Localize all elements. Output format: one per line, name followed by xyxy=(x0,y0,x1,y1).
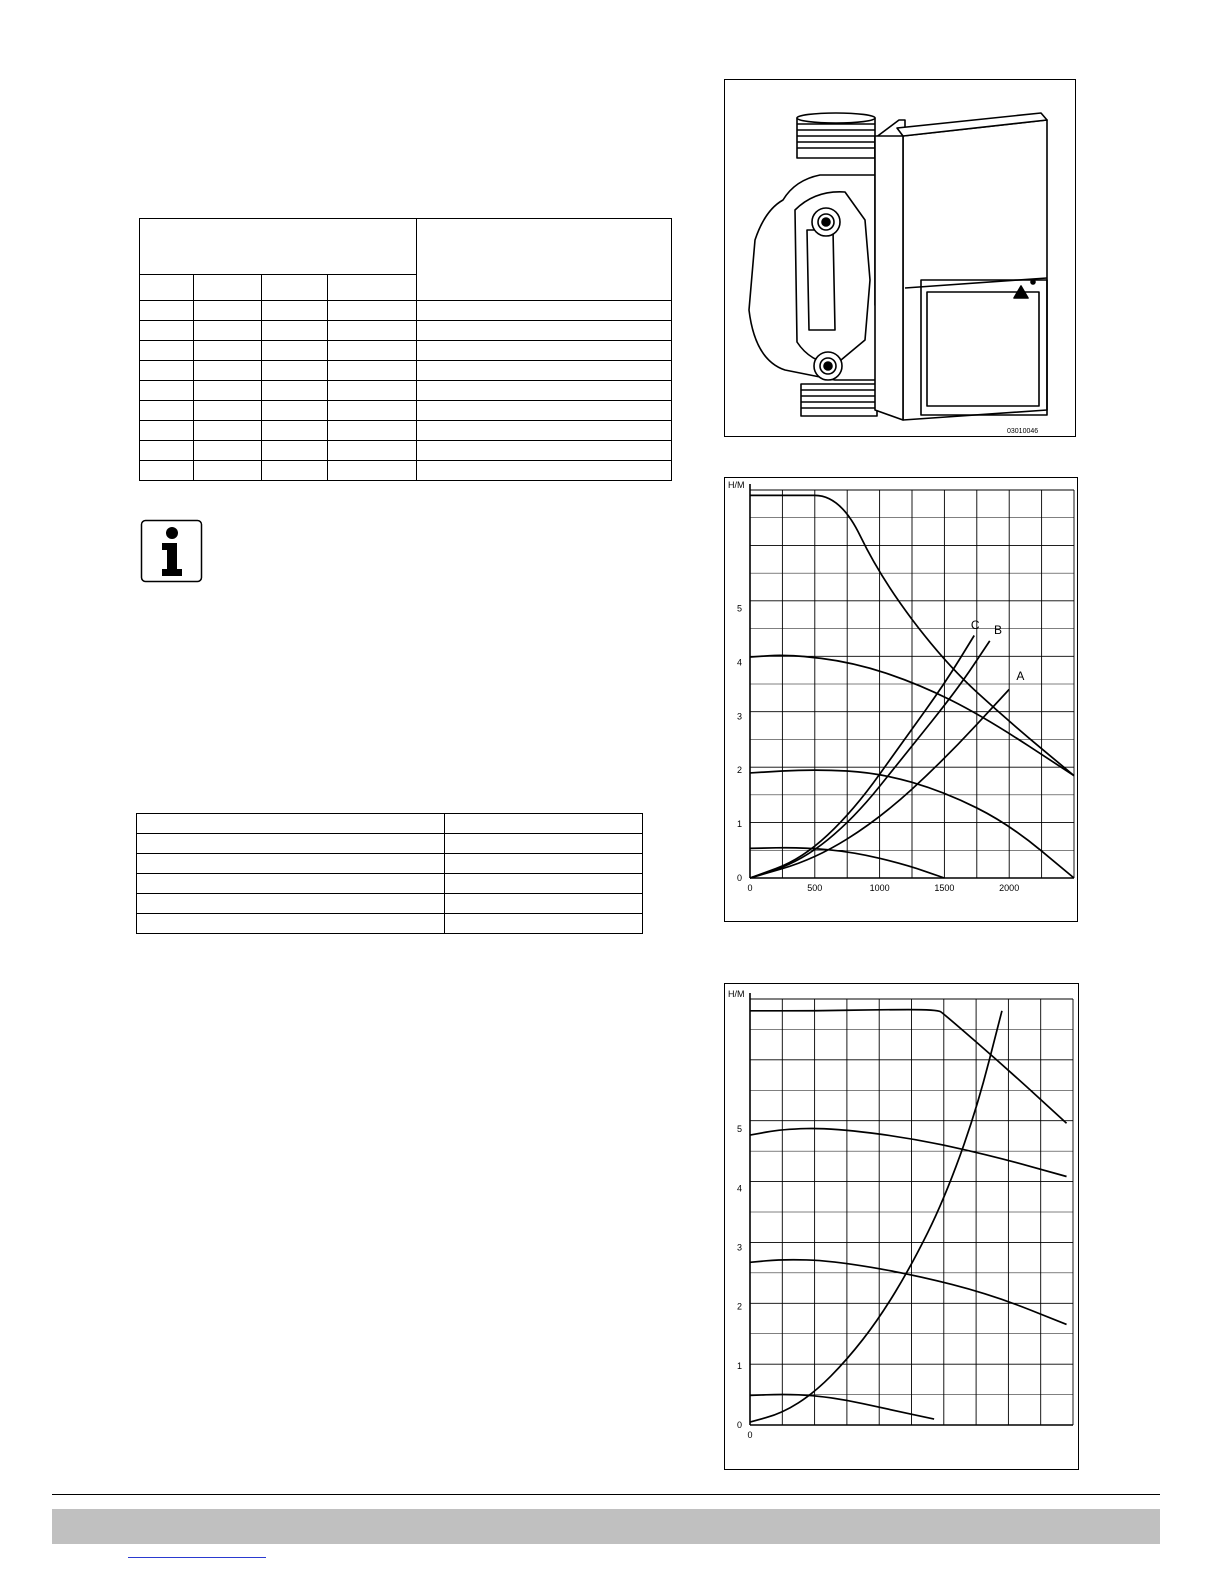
series-line-B xyxy=(750,641,990,878)
x-tick-label: 0 xyxy=(747,1430,753,1440)
footer-band xyxy=(52,1509,1160,1544)
table-row xyxy=(137,834,643,854)
series-line-C xyxy=(750,636,974,879)
y-tick-label: 3 xyxy=(737,1242,743,1253)
series-line-speed-2 xyxy=(750,1129,1067,1177)
table-row xyxy=(140,321,672,341)
x-tick-label: 1500 xyxy=(934,883,955,893)
y-tick-label: 5 xyxy=(737,603,743,614)
chart-1-svg xyxy=(725,478,1077,921)
series-line-speed-max xyxy=(750,1010,1067,1124)
x-tick-label: 0 xyxy=(747,883,753,893)
table-row xyxy=(140,441,672,461)
table-row xyxy=(140,341,672,361)
y-tick-label: 4 xyxy=(737,657,743,668)
table-row xyxy=(140,421,672,441)
y-axis-label: H/M xyxy=(728,480,745,490)
table-col-2 xyxy=(193,275,261,301)
table-row xyxy=(137,914,643,934)
series-line-system xyxy=(750,1011,1002,1422)
table-header-right xyxy=(416,219,671,301)
chart-grid xyxy=(750,999,1073,1425)
footer-link-underline[interactable] xyxy=(128,1557,266,1558)
figure-code: 03010046 xyxy=(1007,428,1039,435)
table-row xyxy=(137,814,643,834)
table-row xyxy=(140,401,672,421)
y-tick-label: 3 xyxy=(737,711,743,722)
pump-curve-chart-1 xyxy=(724,477,1078,922)
chart-2-svg xyxy=(725,984,1078,1469)
x-tick-label: 1000 xyxy=(869,883,890,893)
y-tick-label: 0 xyxy=(737,873,743,883)
table-row xyxy=(140,301,672,321)
table-row xyxy=(140,361,672,381)
curve-label-C: C xyxy=(970,617,980,632)
curve-label-A: A xyxy=(1016,669,1025,683)
specification-table xyxy=(136,813,643,934)
footer-rule xyxy=(52,1494,1160,1495)
y-tick-label: 5 xyxy=(737,1124,743,1135)
y-axis-label: H/M xyxy=(728,989,745,999)
table-header-group xyxy=(140,219,417,275)
table-col-3 xyxy=(261,275,328,301)
pump-curve-chart-2 xyxy=(724,983,1079,1470)
table-col-1 xyxy=(140,275,194,301)
y-tick-label: 2 xyxy=(737,765,743,776)
table-col-4 xyxy=(328,275,417,301)
pump-illustration-frame xyxy=(724,79,1076,437)
table-row xyxy=(137,894,643,914)
x-tick-label: 500 xyxy=(807,883,823,893)
y-tick-label: 0 xyxy=(737,1420,743,1430)
y-tick-label: 1 xyxy=(737,1360,743,1371)
x-tick-label: 2000 xyxy=(999,883,1020,893)
table-row xyxy=(140,381,672,401)
chart-grid xyxy=(750,490,1074,878)
y-tick-label: 1 xyxy=(737,819,743,830)
y-tick-label: 2 xyxy=(737,1301,743,1312)
pump-data-table xyxy=(139,218,672,481)
info-icon xyxy=(140,519,204,583)
table-row xyxy=(137,854,643,874)
table-row xyxy=(137,874,643,894)
table-row xyxy=(140,461,672,481)
curve-label-B: B xyxy=(994,623,1003,638)
y-tick-label: 4 xyxy=(737,1183,743,1194)
series-line-speed-min xyxy=(750,1395,934,1420)
pump-illustration xyxy=(725,80,1075,436)
